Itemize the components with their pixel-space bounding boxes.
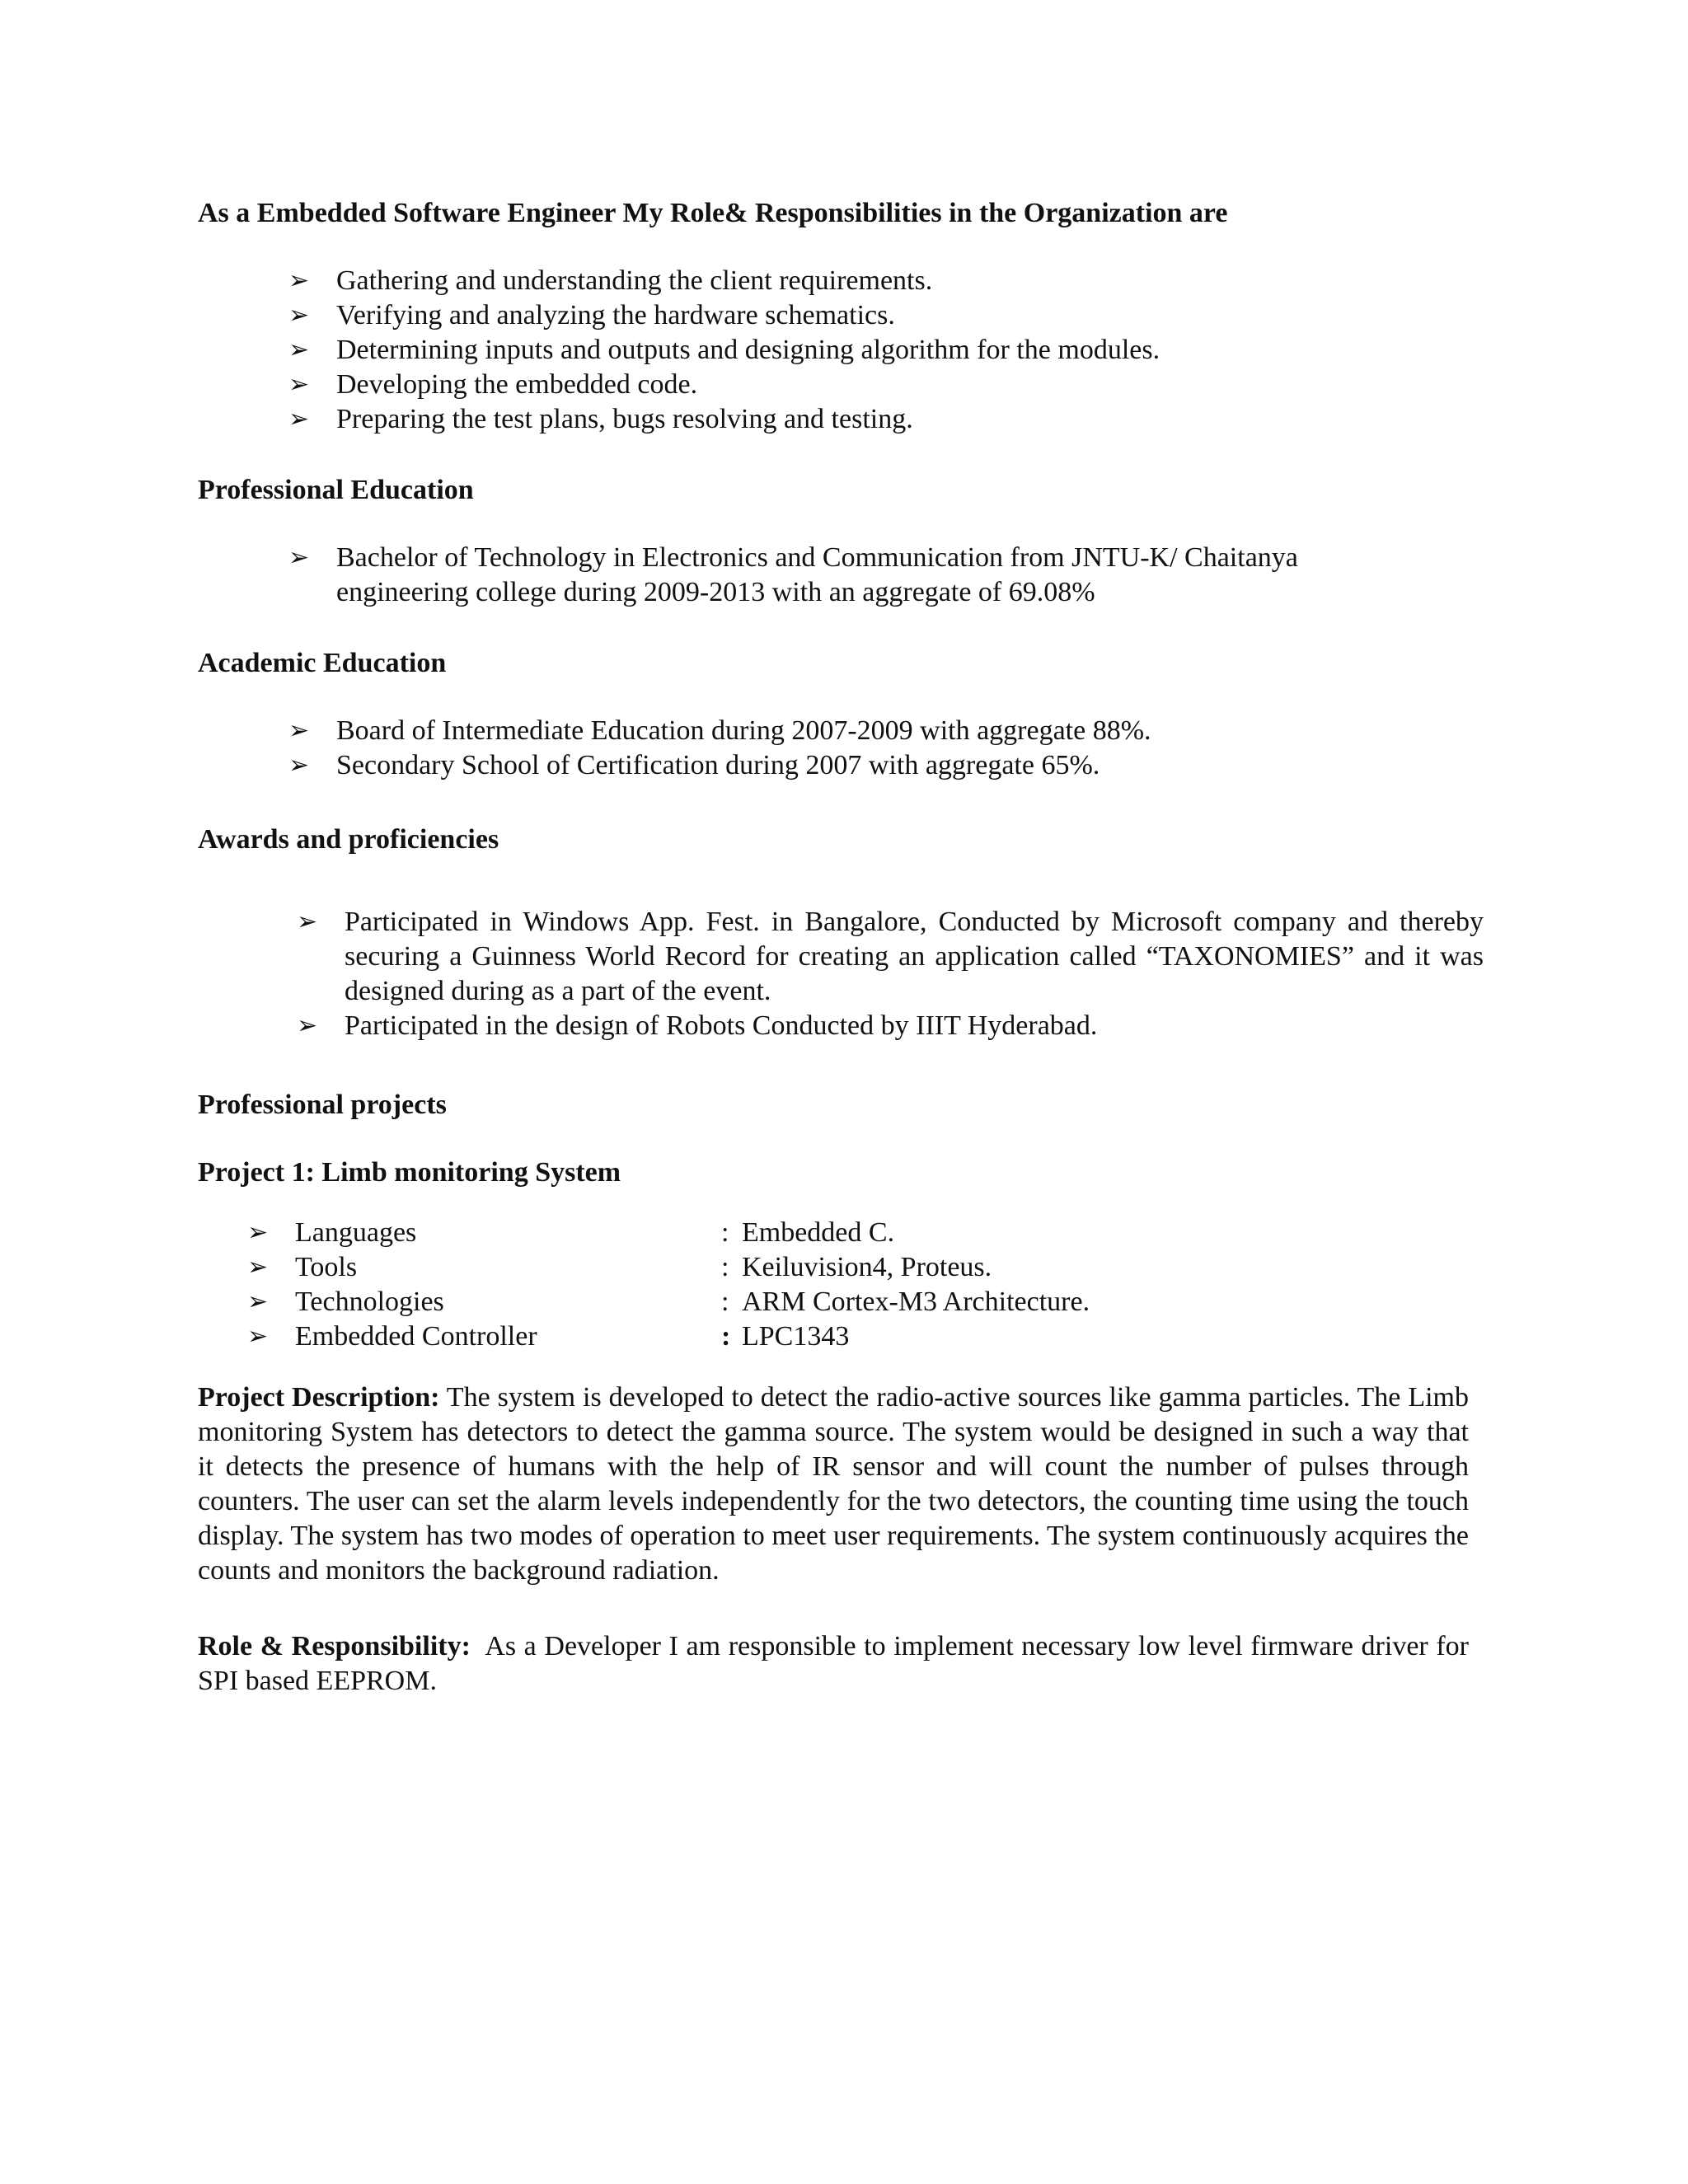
arrow-bullet-icon: ➢ (288, 266, 310, 295)
list-item: ➢ Bachelor of Technology in Electronics and Communication from JNTU-K/ Chaitanya engineering college during 2009-2013 with an aggregate of 69.08% (288, 542, 1298, 607)
arrow-bullet-icon: ➢ (288, 370, 310, 399)
project-description: Project Description: The system is developed to detect the radio-active sources like gamma particles. The Limb monitoring System has detectors to detect the gamma source. The system would be designed in such a way that it detects the presence of humans with the help of IR sensor and will count the number of pulses through counters. The user can set the alarm levels independently for the two detectors, the counting time using the touch display. The system has two modes of operation to meet user requirements. The system continuously acquires the counts and monitors the background radiation. (198, 1382, 1470, 1586)
list-item: ➢ Verifying and analyzing the hardware schematics. (288, 298, 1484, 333)
professional-education-list (288, 541, 1393, 610)
arrow-bullet-icon: ➢ (247, 1253, 269, 1282)
list-item: ➢ Secondary School of Certification during 2007 with aggregate 65%. (288, 748, 1484, 783)
arrow-bullet-icon: ➢ (247, 1287, 269, 1316)
awards-heading: Awards and proficiencies (198, 824, 499, 855)
roles-list (288, 264, 1484, 437)
arrow-bullet-icon: ➢ (288, 301, 310, 330)
arrow-bullet-icon: ➢ (288, 405, 310, 434)
awards-list (297, 905, 1484, 1043)
professional-education-heading: Professional Education (198, 475, 474, 505)
arrow-bullet-icon: ➢ (297, 1011, 318, 1040)
table-row: ➢ Embedded Controller : LPC1343 (247, 1319, 1154, 1354)
table-row: ➢ Technologies : ARM Cortex-M3 Architecture. (247, 1285, 1154, 1319)
arrow-bullet-icon: ➢ (288, 716, 310, 745)
roles-heading: As a Embedded Software Engineer My Role& Responsibilities in the Organization are (198, 198, 1228, 228)
list-item: ➢ Gathering and understanding the client requirements. (288, 264, 1484, 298)
academic-education-heading: Academic Education (198, 648, 447, 678)
arrow-bullet-icon: ➢ (288, 543, 310, 572)
academic-education-list (288, 714, 1484, 783)
list-item: ➢ Participated in Windows App. Fest. in Bangalore, Conducted by Microsoft company and thereby securing a Guinness World Record for creating an application called “TAXONOMIES” and it was designed during as a part of the event. (297, 907, 1484, 1006)
list-item: ➢ Board of Intermediate Education during 2007-2009 with aggregate 88%. (288, 714, 1484, 748)
table-row: ➢ Tools : Keiluvision4, Proteus. (247, 1250, 1154, 1285)
project-title: Project 1: Limb monitoring System (198, 1157, 621, 1188)
list-item: ➢ Determining inputs and outputs and designing algorithm for the modules. (288, 333, 1484, 368)
arrow-bullet-icon: ➢ (247, 1322, 269, 1351)
professional-projects-heading: Professional projects (198, 1090, 447, 1120)
list-item: ➢ Developing the embedded code. (288, 368, 1484, 402)
arrow-bullet-icon: ➢ (297, 907, 318, 936)
arrow-bullet-icon: ➢ (288, 751, 310, 780)
role-responsibility: Role & Responsibility: As a Developer I am responsible to implement necessary low level firmware driver for SPI based EEPROM. (198, 1631, 1469, 1696)
list-item: ➢ Preparing the test plans, bugs resolving and testing. (288, 402, 1484, 437)
table-row: ➢ Languages : Embedded C. (247, 1216, 1154, 1250)
project-description-label: Project Description: (198, 1382, 440, 1413)
arrow-bullet-icon: ➢ (288, 335, 310, 364)
list-item: ➢ Participated in the design of Robots Conducted by IIIT Hyderabad. (297, 1009, 1484, 1043)
role-responsibility-label: Role & Responsibility: (198, 1631, 471, 1661)
project-details-table (247, 1216, 1154, 1354)
arrow-bullet-icon: ➢ (247, 1218, 269, 1247)
